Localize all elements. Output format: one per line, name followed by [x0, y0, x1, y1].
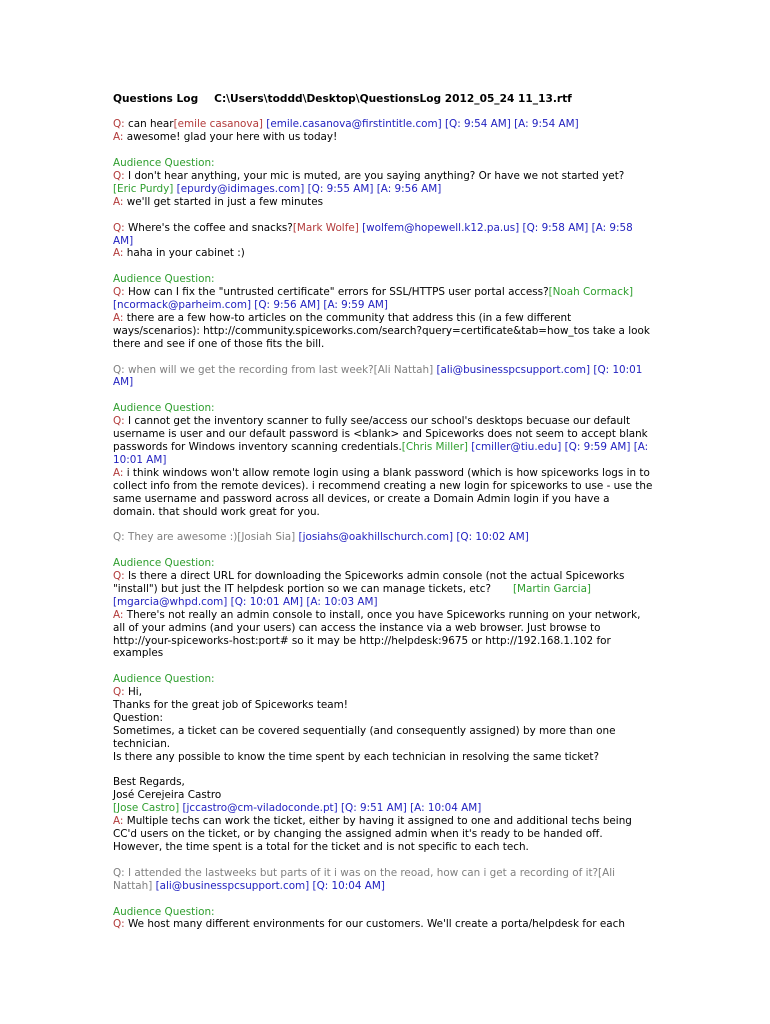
- answer-line: [113, 815, 653, 854]
- question-line: [113, 286, 653, 312]
- question-text: when will we get the recording from last week?: [124, 363, 374, 376]
- audience-question-label: Audience Question:: [113, 402, 215, 415]
- log-entry: [113, 118, 653, 144]
- question-text-line: Thanks for the great job of Spiceworks team!: [113, 699, 348, 712]
- question-line: [113, 867, 653, 893]
- question-text-line: Is there any possible to know the time spent by each technician in resolving the same ticket?: [113, 750, 599, 763]
- asker-name: [emile casanova]: [173, 118, 263, 131]
- question-text: How can I fix the "untrusted certificate" errors for SSL/HTTPS user portal access?: [124, 286, 549, 299]
- q-label: Q:: [113, 221, 125, 234]
- a-label: A:: [113, 247, 124, 260]
- q-label: Q:: [113, 286, 125, 299]
- title-label: Questions Log: [113, 93, 199, 105]
- audience-question-label: Audience Question:: [113, 905, 215, 918]
- question-text: I don't hear anything, your mic is muted, are you saying anything? Or have we not started yet?: [124, 170, 625, 183]
- log-entry: [113, 222, 653, 261]
- question-line: [113, 570, 653, 609]
- a-label: A:: [113, 466, 124, 479]
- answer-text: There's not really an admin console to install, once you have Spiceworks running on your network, all of your admins (and your users) can access the instance via a web browser. Just browse to http://your-spiceworks-host:port# so it may be http://helpdesk:9675 or http://192.168.1.102 for examples: [113, 608, 641, 660]
- asker-name: [Ali Nattah]: [113, 866, 615, 892]
- question-text: Is there a direct URL for downloading the Spiceworks admin console (not the actual Spiceworks "install") but just the IT helpdesk portion so we can manage tickets, etc?: [113, 570, 625, 595]
- question-line: [113, 918, 653, 931]
- log-entry: [113, 157, 653, 209]
- question-text: They are awesome :): [124, 531, 238, 544]
- question-text-line: Best Regards,: [113, 776, 185, 789]
- q-label: Q:: [113, 570, 125, 583]
- a-label: A:: [113, 131, 124, 144]
- answer-text: there are a few how-to articles on the community that address this (in a few different ways/scenarios): http://community.spiceworks.com/search?query=certificate&tab=how_tos take a look there and see if one of those fits the bill.: [113, 311, 650, 350]
- question-line: [113, 222, 653, 248]
- document-page: [113, 93, 653, 944]
- asker-meta: [ncormack@parheim.com] [Q: 9:56 AM] [A: 9:59 AM]: [113, 299, 388, 312]
- asker-meta: [jccastro@cm-viladoconde.pt] [Q: 9:51 AM] [A: 10:04 AM]: [179, 802, 482, 815]
- answer-line: [113, 196, 653, 209]
- a-label: A:: [113, 195, 124, 208]
- answer-line: [113, 247, 653, 260]
- q-label: Q:: [113, 170, 125, 183]
- audience-question-label: Audience Question:: [113, 273, 215, 286]
- q-label: Q:: [113, 363, 125, 376]
- asker-meta: [josiahs@oakhillschurch.com] [Q: 10:02 AM]: [295, 531, 529, 544]
- question-text-line: Sometimes, a ticket can be covered sequentially (and consequently assigned) by more than one technician.: [113, 724, 616, 750]
- a-label: A:: [113, 311, 124, 324]
- asker-line: [113, 802, 653, 815]
- asker-meta: [cmiller@tiu.edu] [Q: 9:59 AM] [A: 10:01 AM]: [113, 440, 649, 466]
- answer-text: i think windows won't allow remote login using a blank password (which is how spiceworks logs in to collect info from the remote devices). i recommend creating a new login for spiceworks to use - use the same username and password across all devices, or create a Domain Admin login if you have a domain. that should work great for you.: [113, 466, 653, 518]
- question-text: I attended the lastweeks but parts of it i was on the reoad, how can i get a recording of it?: [124, 866, 599, 879]
- q-label: Q:: [113, 531, 125, 544]
- asker-meta: [epurdy@idimages.com] [Q: 9:55 AM] [A: 9:56 AM]: [173, 182, 442, 195]
- answer-text: haha in your cabinet :): [123, 247, 245, 260]
- asker-name: [Martin Garcia]: [513, 582, 591, 595]
- asker-meta: [ali@businesspcsupport.com] [Q: 10:01 AM]: [113, 363, 643, 389]
- a-label: A:: [113, 815, 124, 828]
- answer-text: Multiple techs can work the ticket, either by having it assigned to one and additional techs being CC'd users on the ticket, or by changing the assigned admin when it's ready to be handed off. However, the time spent is a total for the ticket and is not specific to each tech.: [113, 815, 632, 854]
- log-entry: [113, 557, 653, 660]
- question-text: I cannot get the inventory scanner to fully see/access our school's desktops becuase our default username is user and our default password is <blank> and Spiceworks does not seem to accept blank passwords for Windows inventory scanning credentials.: [113, 415, 648, 453]
- asker-name: [Ali Nattah]: [373, 363, 434, 376]
- log-entry: [113, 906, 653, 932]
- asker-name: [Josiah Sia]: [237, 531, 296, 544]
- log-entry: [113, 673, 653, 854]
- title-file-path: C:\Users\toddd\Desktop\QuestionsLog 2012_05_24 11_13.rtf: [214, 93, 572, 105]
- a-label: A:: [113, 608, 124, 621]
- asker-meta: [emile.casanova@firstintitle.com] [Q: 9:54 AM] [A: 9:54 AM]: [263, 118, 579, 131]
- answer-line: [113, 609, 653, 661]
- audience-question-label: Audience Question:: [113, 157, 215, 170]
- question-text: We host many different environments for our customers. We'll create a porta/helpdesk for each: [124, 918, 625, 931]
- log-entry: [113, 402, 653, 518]
- q-label: Q:: [113, 866, 125, 879]
- answer-line: [113, 131, 653, 144]
- question-text: can hear: [124, 118, 174, 131]
- asker-name: [Noah Cormack]: [548, 286, 634, 299]
- audience-question-label: Audience Question:: [113, 557, 215, 570]
- log-entry: [113, 867, 653, 893]
- asker-meta: [ali@businesspcsupport.com] [Q: 10:04 AM]: [152, 879, 385, 892]
- question-text: Where's the coffee and snacks?: [124, 221, 293, 234]
- answer-line: [113, 312, 653, 351]
- question-line: [113, 415, 653, 467]
- q-label: Q:: [113, 415, 125, 428]
- q-label: Q:: [113, 118, 125, 131]
- question-text-line: [113, 764, 653, 777]
- asker-meta: [wolfem@hopewell.k12.pa.us] [Q: 9:58 AM] [A: 9:58 AM]: [113, 221, 633, 247]
- audience-question-label: Audience Question:: [113, 673, 215, 686]
- document-title: [113, 93, 653, 106]
- log-entry: [113, 273, 653, 350]
- asker-name: [Eric Purdy]: [113, 182, 174, 195]
- q-label: Q:: [113, 918, 125, 931]
- question-line: [113, 531, 653, 544]
- question-line: [113, 686, 653, 699]
- question-text-line: Question:: [113, 711, 163, 724]
- q-label: Q:: [113, 686, 125, 699]
- question-line: [113, 118, 653, 131]
- asker-name: [Jose Castro]: [113, 802, 180, 815]
- question-text-line: José Cerejeira Castro: [113, 789, 222, 802]
- asker-name: [Mark Wolfe]: [292, 221, 359, 234]
- log-entry: [113, 364, 653, 390]
- log-entry: [113, 531, 653, 544]
- answer-text: awesome! glad your here with us today!: [123, 131, 338, 144]
- asker-meta: [mgarcia@whpd.com] [Q: 10:01 AM] [A: 10:03 AM]: [113, 595, 378, 608]
- question-line: [113, 170, 653, 196]
- answer-text: we'll get started in just a few minutes: [123, 195, 324, 208]
- asker-name: [Chris Miller]: [401, 440, 468, 453]
- question-line: [113, 364, 653, 390]
- answer-line: [113, 467, 653, 519]
- question-text: Hi,: [124, 686, 142, 699]
